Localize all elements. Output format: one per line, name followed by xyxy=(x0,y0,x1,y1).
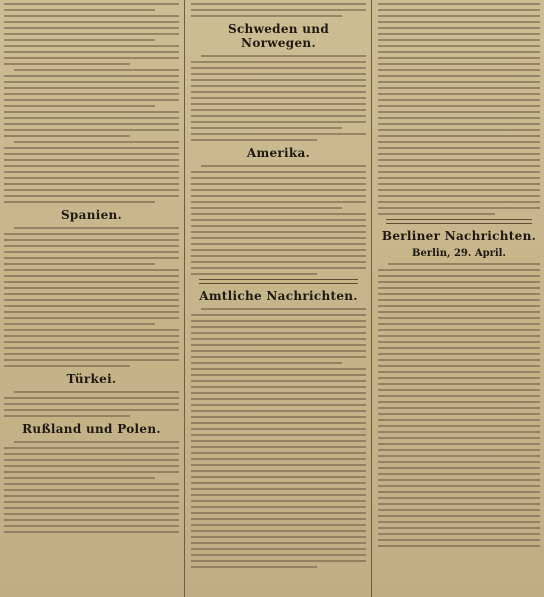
article-text-block xyxy=(4,441,179,533)
column-left xyxy=(0,0,183,597)
article-text-block xyxy=(4,3,179,203)
heading-russland-polen: Rußland und Polen. xyxy=(22,422,161,436)
column-rule xyxy=(371,0,372,597)
article-text-block xyxy=(191,165,366,275)
article-text-block xyxy=(378,3,540,215)
heading-schweden-norwegen: Schweden und Norwegen. xyxy=(227,22,330,50)
article-text-block xyxy=(4,391,179,417)
article-text-block xyxy=(4,227,179,367)
dateline-berlin: Berlin, 29. April. xyxy=(412,248,506,259)
article-text-block xyxy=(191,308,366,568)
heading-amtliche-nachrichten: Amtliche Nachrichten. xyxy=(199,289,358,303)
column-middle xyxy=(187,0,370,597)
heading-berliner-nachrichten: Berliner Nachrichten. xyxy=(381,229,537,243)
column-right xyxy=(374,0,544,597)
section-divider xyxy=(386,219,532,224)
heading-tuerkei: Türkei. xyxy=(66,372,117,386)
column-rule xyxy=(184,0,185,597)
section-divider xyxy=(199,279,358,284)
article-text-block xyxy=(191,55,366,141)
heading-spanien: Spanien. xyxy=(60,208,123,222)
article-text-block xyxy=(378,263,540,547)
article-text-block xyxy=(191,3,366,17)
heading-amerika: Amerika. xyxy=(246,146,311,160)
